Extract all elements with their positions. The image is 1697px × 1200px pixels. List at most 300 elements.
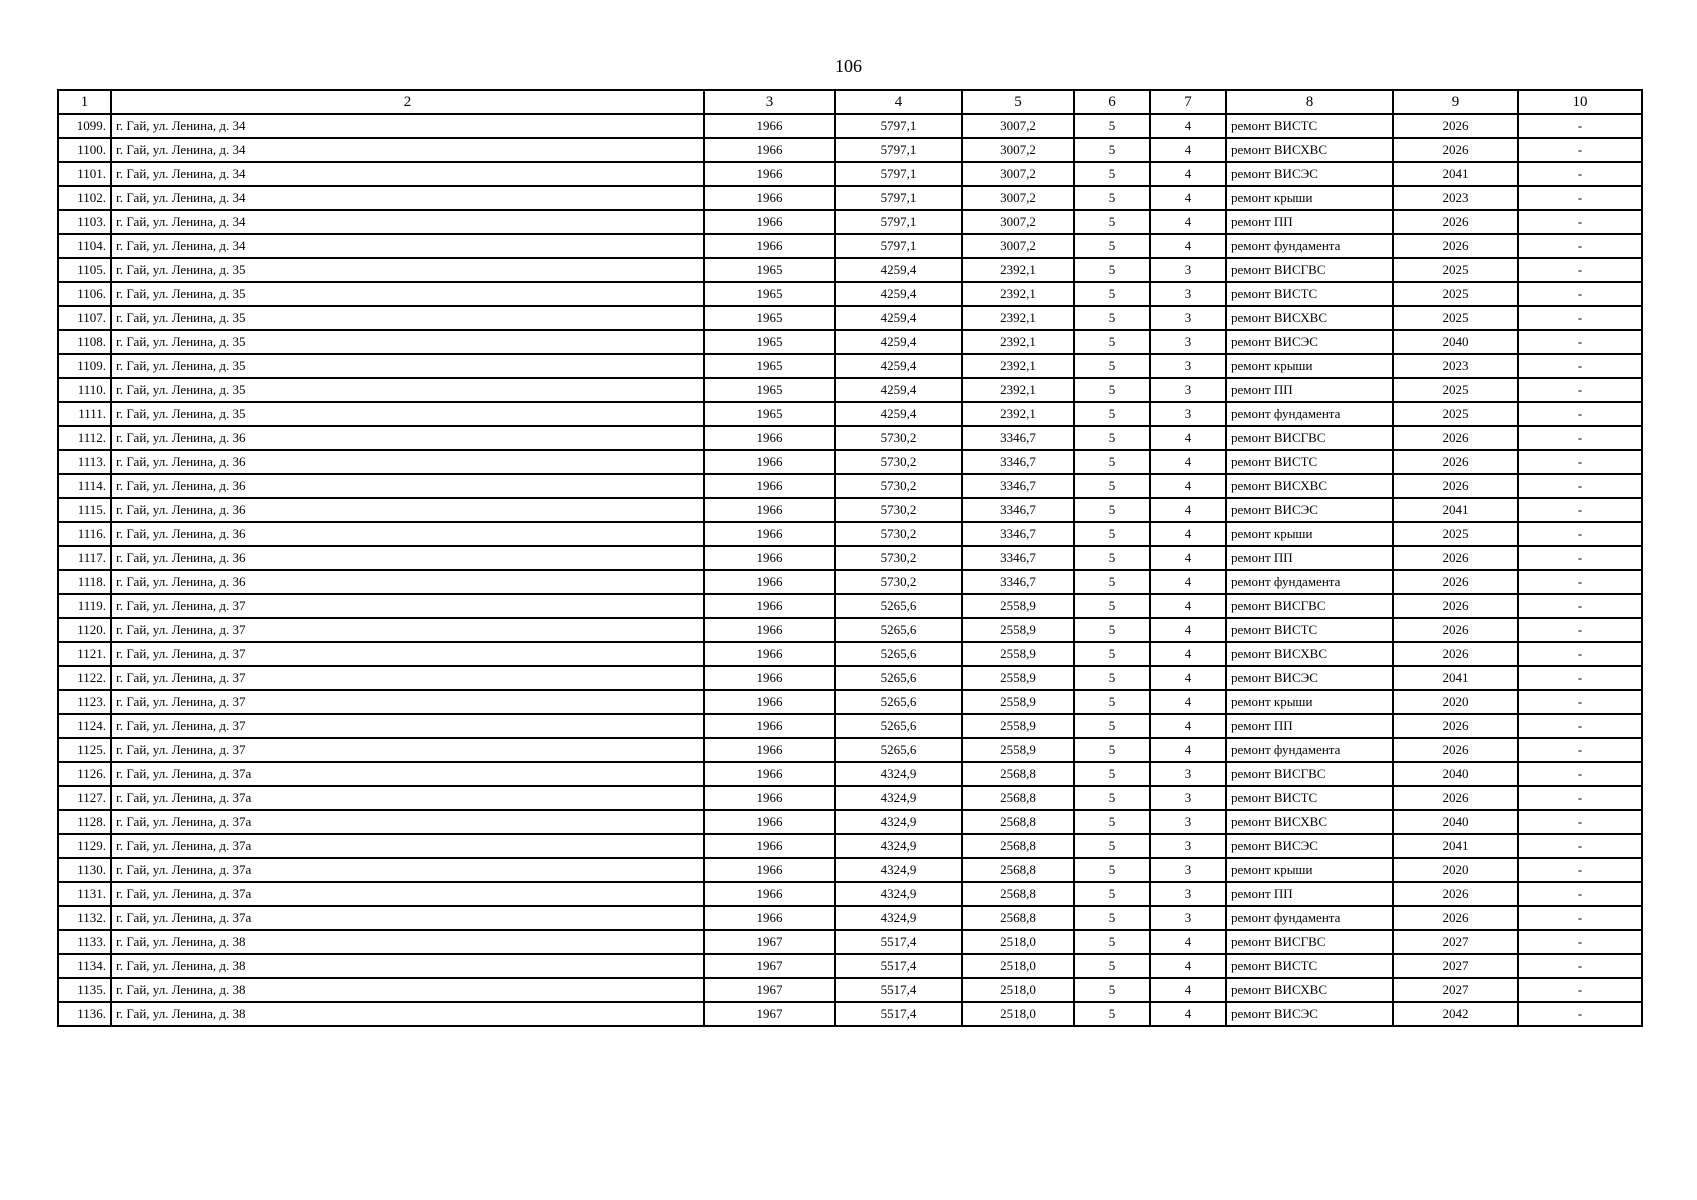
table-row	[58, 594, 1642, 618]
cell-living-area: 3007,2	[962, 210, 1074, 234]
cell-entrances: 4	[1150, 450, 1226, 474]
cell-note: -	[1518, 642, 1642, 666]
cell-living-area: 2392,1	[962, 354, 1074, 378]
cell-note: -	[1518, 786, 1642, 810]
cell-entrances: 4	[1150, 642, 1226, 666]
cell-living-area: 3346,7	[962, 546, 1074, 570]
table-row	[58, 522, 1642, 546]
cell-living-area: 3346,7	[962, 474, 1074, 498]
cell-total-area: 5797,1	[835, 114, 962, 138]
table-row	[58, 738, 1642, 762]
cell-living-area: 2558,9	[962, 690, 1074, 714]
cell-work-type: ремонт ВИСЭС	[1226, 1002, 1393, 1026]
cell-note: -	[1518, 546, 1642, 570]
cell-year-built: 1965	[704, 330, 835, 354]
cell-living-area: 3346,7	[962, 450, 1074, 474]
cell-row-number: 1120.	[58, 618, 111, 642]
cell-planned-year: 2026	[1393, 474, 1518, 498]
cell-work-type: ремонт ПП	[1226, 546, 1393, 570]
cell-planned-year: 2041	[1393, 834, 1518, 858]
cell-planned-year: 2025	[1393, 522, 1518, 546]
cell-note: -	[1518, 930, 1642, 954]
cell-address: г. Гай, ул. Ленина, д. 34	[111, 162, 704, 186]
cell-address: г. Гай, ул. Ленина, д. 37	[111, 642, 704, 666]
cell-floors: 5	[1074, 162, 1150, 186]
cell-floors: 5	[1074, 618, 1150, 642]
table-row	[58, 930, 1642, 954]
cell-floors: 5	[1074, 402, 1150, 426]
cell-entrances: 4	[1150, 474, 1226, 498]
cell-entrances: 4	[1150, 426, 1226, 450]
cell-planned-year: 2026	[1393, 546, 1518, 570]
cell-address: г. Гай, ул. Ленина, д. 35	[111, 282, 704, 306]
cell-row-number: 1117.	[58, 546, 111, 570]
cell-entrances: 3	[1150, 858, 1226, 882]
cell-address: г. Гай, ул. Ленина, д. 36	[111, 450, 704, 474]
cell-total-area: 5797,1	[835, 162, 962, 186]
cell-floors: 5	[1074, 642, 1150, 666]
cell-note: -	[1518, 522, 1642, 546]
cell-entrances: 4	[1150, 138, 1226, 162]
cell-floors: 5	[1074, 378, 1150, 402]
cell-total-area: 5265,6	[835, 642, 962, 666]
cell-living-area: 2518,0	[962, 954, 1074, 978]
cell-note: -	[1518, 114, 1642, 138]
cell-living-area: 2558,9	[962, 738, 1074, 762]
cell-row-number: 1136.	[58, 1002, 111, 1026]
cell-note: -	[1518, 306, 1642, 330]
cell-floors: 5	[1074, 594, 1150, 618]
cell-row-number: 1133.	[58, 930, 111, 954]
cell-year-built: 1966	[704, 498, 835, 522]
cell-planned-year: 2040	[1393, 762, 1518, 786]
cell-living-area: 2568,8	[962, 906, 1074, 930]
cell-address: г. Гай, ул. Ленина, д. 36	[111, 426, 704, 450]
cell-row-number: 1124.	[58, 714, 111, 738]
cell-work-type: ремонт ВИСХВС	[1226, 810, 1393, 834]
cell-note: -	[1518, 402, 1642, 426]
cell-planned-year: 2025	[1393, 258, 1518, 282]
cell-entrances: 4	[1150, 1002, 1226, 1026]
cell-work-type: ремонт ВИСХВС	[1226, 978, 1393, 1002]
cell-year-built: 1966	[704, 882, 835, 906]
column-header-5: 5	[962, 90, 1074, 114]
cell-row-number: 1113.	[58, 450, 111, 474]
cell-living-area: 2518,0	[962, 930, 1074, 954]
cell-living-area: 3346,7	[962, 570, 1074, 594]
cell-living-area: 3346,7	[962, 522, 1074, 546]
cell-planned-year: 2026	[1393, 642, 1518, 666]
cell-planned-year: 2041	[1393, 666, 1518, 690]
cell-total-area: 4259,4	[835, 402, 962, 426]
cell-address: г. Гай, ул. Ленина, д. 37а	[111, 762, 704, 786]
cell-entrances: 3	[1150, 834, 1226, 858]
table-body	[58, 114, 1642, 1026]
cell-planned-year: 2025	[1393, 306, 1518, 330]
cell-work-type: ремонт ВИСГВС	[1226, 762, 1393, 786]
cell-row-number: 1110.	[58, 378, 111, 402]
cell-address: г. Гай, ул. Ленина, д. 36	[111, 522, 704, 546]
cell-row-number: 1111.	[58, 402, 111, 426]
column-header-3: 3	[704, 90, 835, 114]
cell-address: г. Гай, ул. Ленина, д. 37	[111, 690, 704, 714]
page-number: 106	[835, 56, 862, 76]
cell-entrances: 4	[1150, 186, 1226, 210]
cell-year-built: 1966	[704, 810, 835, 834]
cell-year-built: 1966	[704, 834, 835, 858]
cell-total-area: 5517,4	[835, 954, 962, 978]
cell-note: -	[1518, 666, 1642, 690]
cell-row-number: 1121.	[58, 642, 111, 666]
cell-living-area: 2392,1	[962, 402, 1074, 426]
cell-address: г. Гай, ул. Ленина, д. 35	[111, 378, 704, 402]
cell-work-type: ремонт ВИСЭС	[1226, 834, 1393, 858]
cell-floors: 5	[1074, 306, 1150, 330]
table-row	[58, 474, 1642, 498]
cell-row-number: 1104.	[58, 234, 111, 258]
cell-year-built: 1966	[704, 666, 835, 690]
cell-note: -	[1518, 858, 1642, 882]
cell-living-area: 3007,2	[962, 162, 1074, 186]
cell-note: -	[1518, 426, 1642, 450]
cell-planned-year: 2027	[1393, 930, 1518, 954]
table-row	[58, 402, 1642, 426]
cell-row-number: 1114.	[58, 474, 111, 498]
cell-year-built: 1966	[704, 474, 835, 498]
cell-address: г. Гай, ул. Ленина, д. 36	[111, 498, 704, 522]
table-row	[58, 834, 1642, 858]
cell-living-area: 2558,9	[962, 594, 1074, 618]
cell-entrances: 4	[1150, 690, 1226, 714]
cell-work-type: ремонт крыши	[1226, 522, 1393, 546]
repair-register-table	[57, 89, 1643, 1027]
cell-planned-year: 2026	[1393, 138, 1518, 162]
cell-year-built: 1966	[704, 570, 835, 594]
cell-planned-year: 2026	[1393, 594, 1518, 618]
cell-address: г. Гай, ул. Ленина, д. 35	[111, 258, 704, 282]
cell-planned-year: 2026	[1393, 738, 1518, 762]
cell-planned-year: 2026	[1393, 570, 1518, 594]
cell-living-area: 3346,7	[962, 498, 1074, 522]
cell-entrances: 4	[1150, 498, 1226, 522]
cell-floors: 5	[1074, 786, 1150, 810]
cell-total-area: 4324,9	[835, 858, 962, 882]
cell-row-number: 1122.	[58, 666, 111, 690]
cell-row-number: 1115.	[58, 498, 111, 522]
cell-floors: 5	[1074, 930, 1150, 954]
cell-planned-year: 2041	[1393, 498, 1518, 522]
cell-work-type: ремонт ПП	[1226, 714, 1393, 738]
cell-total-area: 4259,4	[835, 354, 962, 378]
cell-work-type: ремонт ВИСЭС	[1226, 498, 1393, 522]
cell-year-built: 1966	[704, 234, 835, 258]
cell-total-area: 5265,6	[835, 594, 962, 618]
cell-note: -	[1518, 138, 1642, 162]
cell-row-number: 1106.	[58, 282, 111, 306]
cell-address: г. Гай, ул. Ленина, д. 36	[111, 570, 704, 594]
cell-work-type: ремонт ВИСГВС	[1226, 426, 1393, 450]
cell-entrances: 4	[1150, 114, 1226, 138]
table-row	[58, 570, 1642, 594]
cell-floors: 5	[1074, 522, 1150, 546]
cell-entrances: 3	[1150, 882, 1226, 906]
table-row	[58, 426, 1642, 450]
cell-entrances: 4	[1150, 594, 1226, 618]
table-row	[58, 666, 1642, 690]
cell-total-area: 4324,9	[835, 786, 962, 810]
cell-living-area: 3346,7	[962, 426, 1074, 450]
cell-entrances: 4	[1150, 954, 1226, 978]
cell-floors: 5	[1074, 906, 1150, 930]
table-row	[58, 858, 1642, 882]
cell-total-area: 4324,9	[835, 906, 962, 930]
table-row	[58, 234, 1642, 258]
cell-work-type: ремонт ВИСГВС	[1226, 930, 1393, 954]
cell-year-built: 1966	[704, 162, 835, 186]
cell-entrances: 4	[1150, 930, 1226, 954]
cell-year-built: 1966	[704, 522, 835, 546]
cell-living-area: 3007,2	[962, 234, 1074, 258]
cell-row-number: 1123.	[58, 690, 111, 714]
cell-address: г. Гай, ул. Ленина, д. 34	[111, 210, 704, 234]
cell-planned-year: 2042	[1393, 1002, 1518, 1026]
cell-total-area: 5730,2	[835, 474, 962, 498]
cell-address: г. Гай, ул. Ленина, д. 36	[111, 474, 704, 498]
cell-row-number: 1112.	[58, 426, 111, 450]
cell-total-area: 5730,2	[835, 450, 962, 474]
column-header-1: 1	[58, 90, 111, 114]
cell-floors: 5	[1074, 450, 1150, 474]
cell-entrances: 3	[1150, 402, 1226, 426]
cell-floors: 5	[1074, 882, 1150, 906]
cell-row-number: 1127.	[58, 786, 111, 810]
cell-planned-year: 2040	[1393, 810, 1518, 834]
cell-note: -	[1518, 1002, 1642, 1026]
table-row	[58, 906, 1642, 930]
cell-planned-year: 2026	[1393, 450, 1518, 474]
cell-planned-year: 2027	[1393, 978, 1518, 1002]
cell-year-built: 1966	[704, 906, 835, 930]
cell-planned-year: 2027	[1393, 954, 1518, 978]
cell-address: г. Гай, ул. Ленина, д. 34	[111, 114, 704, 138]
cell-entrances: 3	[1150, 762, 1226, 786]
cell-note: -	[1518, 954, 1642, 978]
cell-living-area: 3007,2	[962, 138, 1074, 162]
cell-row-number: 1109.	[58, 354, 111, 378]
cell-planned-year: 2026	[1393, 426, 1518, 450]
cell-total-area: 5517,4	[835, 978, 962, 1002]
cell-planned-year: 2025	[1393, 402, 1518, 426]
cell-note: -	[1518, 498, 1642, 522]
cell-note: -	[1518, 354, 1642, 378]
cell-row-number: 1118.	[58, 570, 111, 594]
cell-entrances: 3	[1150, 282, 1226, 306]
cell-row-number: 1119.	[58, 594, 111, 618]
cell-row-number: 1116.	[58, 522, 111, 546]
cell-year-built: 1966	[704, 546, 835, 570]
column-header-2: 2	[111, 90, 704, 114]
cell-note: -	[1518, 738, 1642, 762]
cell-entrances: 4	[1150, 546, 1226, 570]
table-row	[58, 954, 1642, 978]
cell-living-area: 2392,1	[962, 306, 1074, 330]
cell-work-type: ремонт ПП	[1226, 378, 1393, 402]
cell-living-area: 2558,9	[962, 714, 1074, 738]
cell-floors: 5	[1074, 714, 1150, 738]
cell-year-built: 1966	[704, 114, 835, 138]
table-row	[58, 882, 1642, 906]
cell-note: -	[1518, 882, 1642, 906]
cell-living-area: 2568,8	[962, 810, 1074, 834]
cell-floors: 5	[1074, 978, 1150, 1002]
cell-row-number: 1128.	[58, 810, 111, 834]
cell-work-type: ремонт крыши	[1226, 186, 1393, 210]
cell-floors: 5	[1074, 570, 1150, 594]
table-row	[58, 978, 1642, 1002]
cell-work-type: ремонт ВИСГВС	[1226, 258, 1393, 282]
table-row	[58, 330, 1642, 354]
cell-row-number: 1134.	[58, 954, 111, 978]
cell-total-area: 5797,1	[835, 234, 962, 258]
cell-planned-year: 2026	[1393, 234, 1518, 258]
cell-row-number: 1101.	[58, 162, 111, 186]
cell-planned-year: 2020	[1393, 690, 1518, 714]
cell-planned-year: 2026	[1393, 882, 1518, 906]
cell-note: -	[1518, 330, 1642, 354]
cell-note: -	[1518, 234, 1642, 258]
cell-row-number: 1126.	[58, 762, 111, 786]
cell-floors: 5	[1074, 210, 1150, 234]
cell-row-number: 1103.	[58, 210, 111, 234]
cell-total-area: 5730,2	[835, 570, 962, 594]
cell-year-built: 1966	[704, 210, 835, 234]
cell-work-type: ремонт ВИСТС	[1226, 450, 1393, 474]
cell-total-area: 4259,4	[835, 306, 962, 330]
table-row	[58, 138, 1642, 162]
table-row	[58, 546, 1642, 570]
table-row	[58, 690, 1642, 714]
cell-address: г. Гай, ул. Ленина, д. 38	[111, 930, 704, 954]
cell-planned-year: 2040	[1393, 330, 1518, 354]
cell-row-number: 1100.	[58, 138, 111, 162]
table-row	[58, 714, 1642, 738]
column-header-6: 6	[1074, 90, 1150, 114]
cell-living-area: 2518,0	[962, 978, 1074, 1002]
cell-year-built: 1965	[704, 354, 835, 378]
cell-planned-year: 2041	[1393, 162, 1518, 186]
cell-work-type: ремонт фундамента	[1226, 570, 1393, 594]
cell-entrances: 3	[1150, 810, 1226, 834]
cell-entrances: 3	[1150, 378, 1226, 402]
cell-year-built: 1965	[704, 306, 835, 330]
cell-planned-year: 2026	[1393, 906, 1518, 930]
cell-total-area: 5265,6	[835, 618, 962, 642]
cell-planned-year: 2026	[1393, 210, 1518, 234]
cell-total-area: 4324,9	[835, 762, 962, 786]
cell-note: -	[1518, 762, 1642, 786]
cell-work-type: ремонт ВИСГВС	[1226, 594, 1393, 618]
cell-note: -	[1518, 570, 1642, 594]
cell-note: -	[1518, 810, 1642, 834]
cell-floors: 5	[1074, 114, 1150, 138]
cell-planned-year: 2026	[1393, 114, 1518, 138]
cell-year-built: 1967	[704, 930, 835, 954]
cell-address: г. Гай, ул. Ленина, д. 37а	[111, 882, 704, 906]
cell-work-type: ремонт ВИСТС	[1226, 954, 1393, 978]
cell-work-type: ремонт фундамента	[1226, 906, 1393, 930]
cell-work-type: ремонт ВИСТС	[1226, 786, 1393, 810]
cell-entrances: 3	[1150, 330, 1226, 354]
cell-note: -	[1518, 474, 1642, 498]
cell-address: г. Гай, ул. Ленина, д. 35	[111, 354, 704, 378]
cell-address: г. Гай, ул. Ленина, д. 37	[111, 738, 704, 762]
cell-year-built: 1966	[704, 786, 835, 810]
cell-address: г. Гай, ул. Ленина, д. 34	[111, 138, 704, 162]
cell-total-area: 5730,2	[835, 522, 962, 546]
cell-address: г. Гай, ул. Ленина, д. 38	[111, 1002, 704, 1026]
cell-address: г. Гай, ул. Ленина, д. 37	[111, 714, 704, 738]
table-row	[58, 210, 1642, 234]
cell-year-built: 1966	[704, 138, 835, 162]
cell-floors: 5	[1074, 354, 1150, 378]
table-row	[58, 618, 1642, 642]
cell-total-area: 5730,2	[835, 426, 962, 450]
cell-entrances: 4	[1150, 522, 1226, 546]
cell-work-type: ремонт ВИСЭС	[1226, 330, 1393, 354]
cell-living-area: 2392,1	[962, 258, 1074, 282]
cell-address: г. Гай, ул. Ленина, д. 35	[111, 402, 704, 426]
cell-living-area: 2392,1	[962, 378, 1074, 402]
cell-floors: 5	[1074, 234, 1150, 258]
cell-total-area: 4324,9	[835, 834, 962, 858]
cell-work-type: ремонт ВИСТС	[1226, 282, 1393, 306]
cell-floors: 5	[1074, 186, 1150, 210]
cell-total-area: 5730,2	[835, 498, 962, 522]
cell-entrances: 3	[1150, 906, 1226, 930]
cell-year-built: 1965	[704, 402, 835, 426]
cell-work-type: ремонт фундамента	[1226, 738, 1393, 762]
cell-address: г. Гай, ул. Ленина, д. 37	[111, 618, 704, 642]
cell-living-area: 2558,9	[962, 642, 1074, 666]
cell-total-area: 5517,4	[835, 930, 962, 954]
cell-row-number: 1131.	[58, 882, 111, 906]
cell-total-area: 4259,4	[835, 378, 962, 402]
cell-living-area: 2568,8	[962, 882, 1074, 906]
column-header-9: 9	[1393, 90, 1518, 114]
table-row	[58, 378, 1642, 402]
table-row	[58, 762, 1642, 786]
cell-note: -	[1518, 450, 1642, 474]
cell-row-number: 1108.	[58, 330, 111, 354]
cell-living-area: 2568,8	[962, 834, 1074, 858]
table-row	[58, 114, 1642, 138]
column-header-4: 4	[835, 90, 962, 114]
cell-floors: 5	[1074, 474, 1150, 498]
cell-year-built: 1965	[704, 282, 835, 306]
cell-total-area: 5265,6	[835, 666, 962, 690]
cell-entrances: 4	[1150, 210, 1226, 234]
cell-floors: 5	[1074, 858, 1150, 882]
cell-living-area: 2568,8	[962, 762, 1074, 786]
cell-note: -	[1518, 978, 1642, 1002]
cell-address: г. Гай, ул. Ленина, д. 35	[111, 330, 704, 354]
cell-address: г. Гай, ул. Ленина, д. 37а	[111, 786, 704, 810]
cell-living-area: 2568,8	[962, 858, 1074, 882]
cell-year-built: 1965	[704, 378, 835, 402]
cell-total-area: 4259,4	[835, 330, 962, 354]
table-row	[58, 450, 1642, 474]
cell-work-type: ремонт ВИСЭС	[1226, 666, 1393, 690]
